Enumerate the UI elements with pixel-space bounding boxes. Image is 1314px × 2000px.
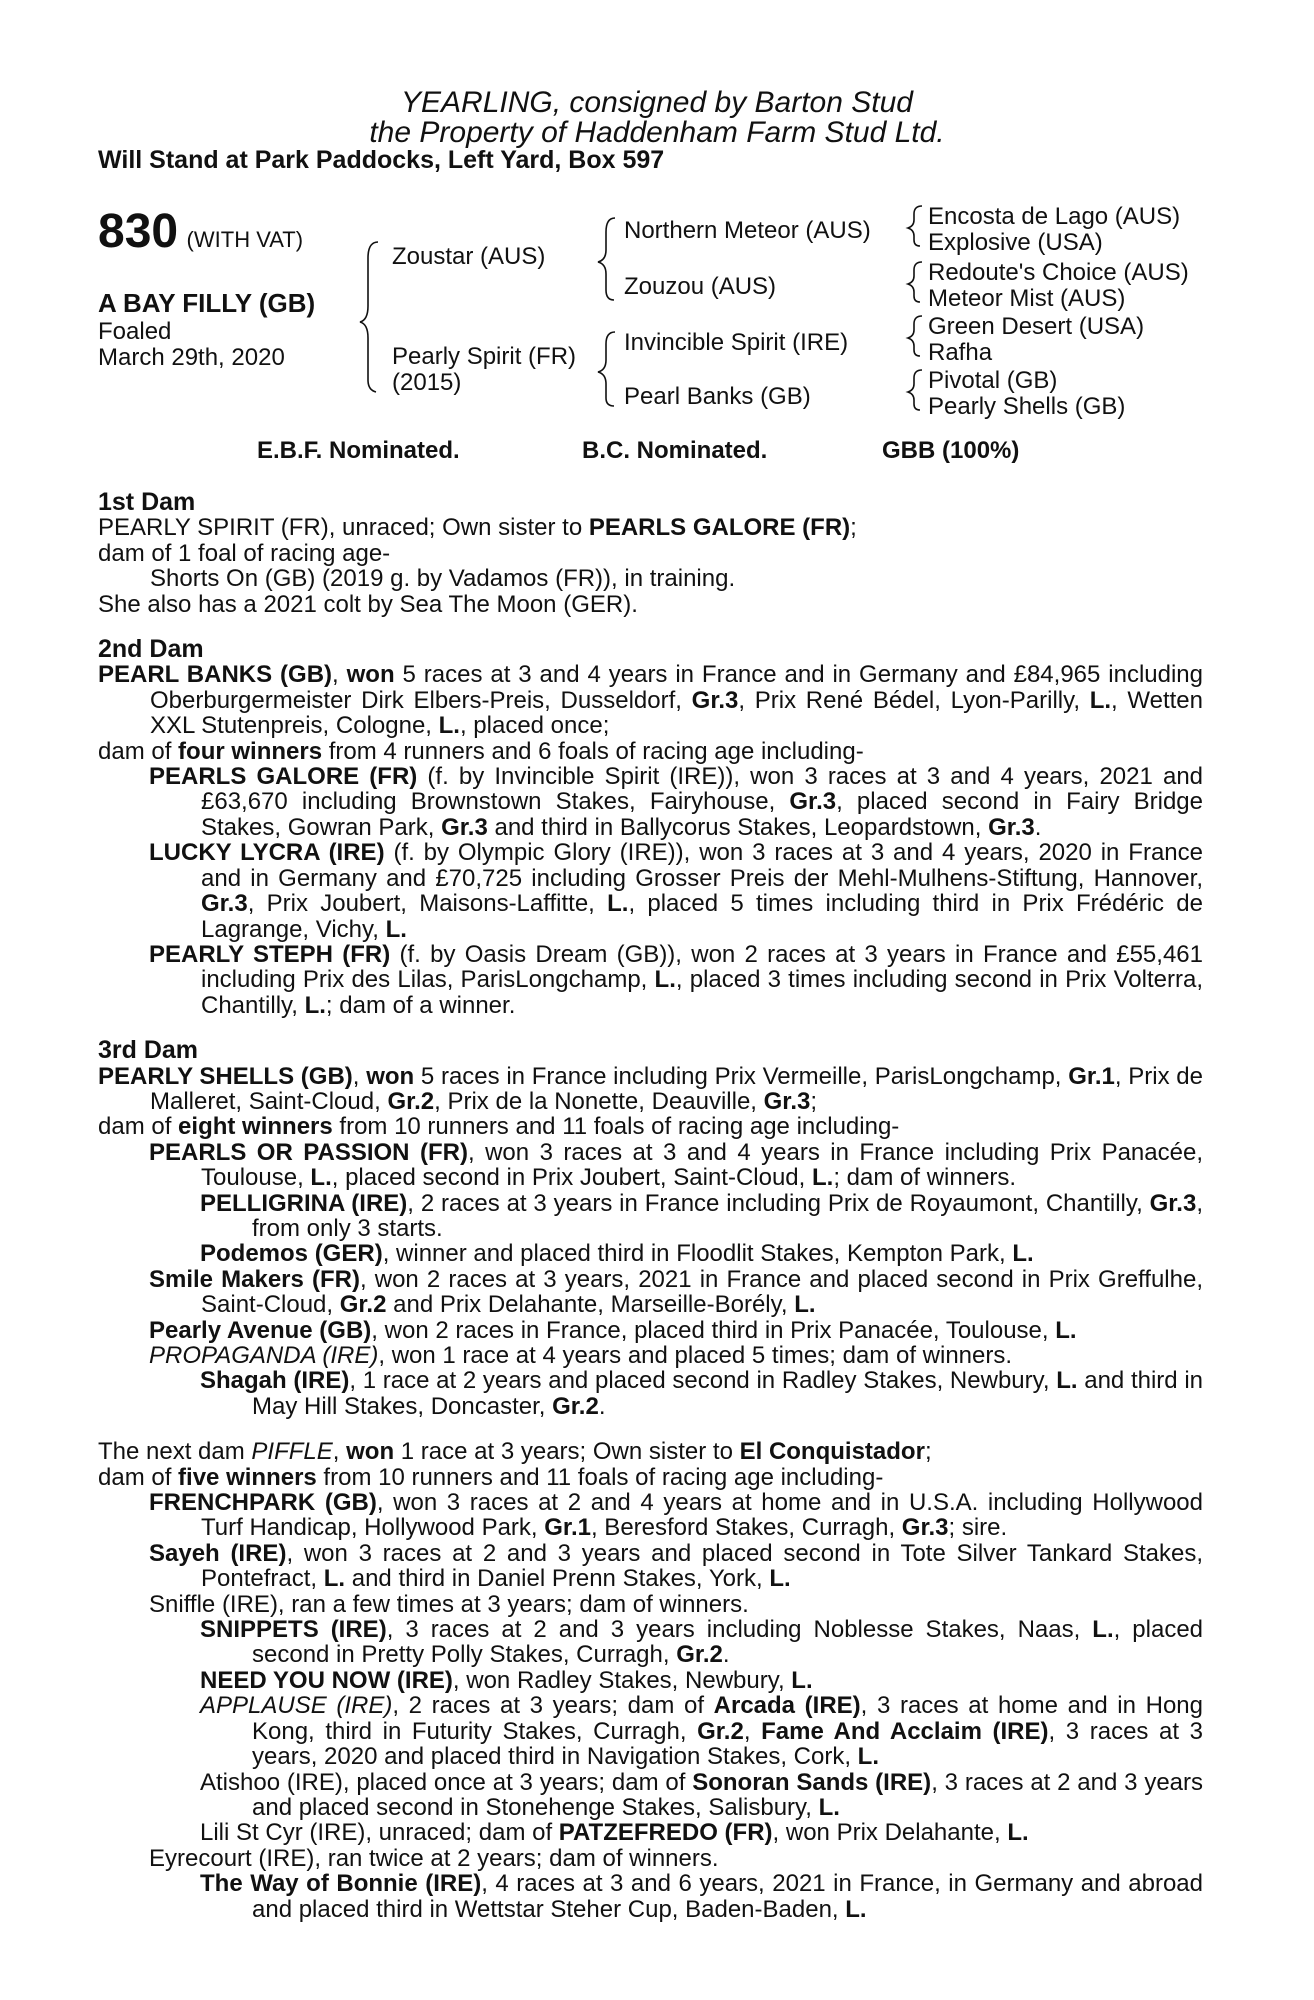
first-dam-heading: 1st Dam <box>98 488 196 516</box>
second-dam-runner-2: LUCKY LYCRA (IRE) (f. by Olympic Glory (IRE)), won 3 races at 3 and 4 years, 2020 in France and in Germany and £70,725 including Grosser Preis der Mehl-Mulhens-Stiftung, Hannover, Gr.3, Prix Joubert, Maisons-Laffitte, L., placed 5 times including third in Prix Frédéric de Lagrange, Vichy, L. <box>149 839 1203 943</box>
third-dam-runner-1b: Podemos (GER), winner and placed third in Floodlit Stakes, Kempton Park, L. <box>200 1240 1034 1268</box>
next-dam-runner-2: Sayeh (IRE), won 3 races at 2 and 3 years and placed second in Tote Silver Tankard Stakes, Pontefract, L. and third in Daniel Prenn Stakes, York, L. <box>149 1539 1204 1593</box>
pedigree-g3-8: Pearly Shells (GB) <box>928 393 1126 420</box>
foaled-date: March 29th, 2020 <box>98 344 285 371</box>
first-dam-note: She also has a 2021 colt by Sea The Moon (GER). <box>98 590 638 618</box>
pedigree-g3-3: Redoute's Choice (AUS) <box>928 259 1189 286</box>
first-dam-line: PEARLY SPIRIT (FR), unraced; Own sister to PEARLS GALORE (FR); <box>98 514 857 542</box>
next-dam-produce: dam of five winners from 10 runners and 11 foals of racing age including- <box>98 1463 884 1491</box>
header-line-2: the Property of Haddenham Farm Stud Ltd. <box>369 116 945 149</box>
bc-nomination: B.C. Nominated. <box>582 437 768 464</box>
pedigree-sire-sire: Northern Meteor (AUS) <box>624 217 871 244</box>
second-dam-main: PEARL BANKS (GB), won 5 races at 3 and 4 years in France and in Germany and £84,965 including Oberburgermeister Dirk Elbers-Preis, Dusseldorf, Gr.3, Prix René Bédel, Lyon-Parilly, L., Wetten XXL Stutenpreis, Cologne, L., placed once; <box>98 661 1204 740</box>
first-dam-foal: Shorts On (GB) (2019 g. by Vadamos (FR)), in training. <box>150 565 736 593</box>
pedigree-dam: Pearly Spirit (FR) <box>392 343 577 370</box>
second-dam-heading: 2nd Dam <box>98 635 204 664</box>
second-dam-runner-1: PEARLS GALORE (FR) (f. by Invincible Spirit (IRE)), won 3 races at 3 and 4 years, 2021 and £63,670 including Brownstown Stakes, Fairyhouse, Gr.3, placed second in Fairy Bridge Stakes, Gowran Park, Gr.3 and third in Ballycorus Stakes, Leopardstown, Gr.3. <box>149 763 1204 841</box>
third-dam-runner-3: Pearly Avenue (GB), won 2 races in France, placed third in Prix Panacée, Toulouse, L. <box>149 1316 1077 1344</box>
pedigree-sire: Zoustar (AUS) <box>392 243 546 270</box>
pedigree-g3-4: Meteor Mist (AUS) <box>928 285 1126 312</box>
third-dam-runner-4: PROPAGANDA (IRE), won 1 race at 4 years and placed 5 times; dam of winners. <box>149 1342 1013 1369</box>
third-dam-main: PEARLY SHELLS (GB), won 5 races in France including Prix Vermeille, ParisLongchamp, Gr.1, Prix de Malleret, Saint-Cloud, Gr.2, Prix de la Nonette, Deauville, Gr.3; <box>98 1062 1204 1115</box>
pedigree-dam-dam: Pearl Banks (GB) <box>624 383 811 410</box>
first-dam-produce-line: dam of 1 foal of racing age- <box>98 539 391 567</box>
third-dam-heading: 3rd Dam <box>98 1036 199 1065</box>
catalogue-body <box>98 490 1203 1922</box>
second-dam-runner-3: PEARLY STEPH (FR) (f. by Oasis Dream (GB)), won 2 races at 3 years in France and £55,461 including Prix des Lilas, ParisLongchamp, L., placed 3 times including second in Prix Volterra, Chantilly, L.; dam of a winner. <box>149 940 1203 1019</box>
next-dam-runner-3d: Atishoo (IRE), placed once at 3 years; dam of Sonoran Sands (IRE), 3 races at 2 and 3 years and placed second in Stonehenge Stakes, Salisbury, L. <box>200 1768 1204 1821</box>
next-dam-runner-1: FRENCHPARK (GB), won 3 races at 2 and 4 years at home and in U.S.A. including Hollywood Turf Handicap, Hollywood Park, Gr.1, Beresford Stakes, Curragh, Gr.3; sire. <box>149 1489 1203 1542</box>
third-dam-runner-1a: PELLIGRINA (IRE), 2 races at 3 years in France including Prix de Royaumont, Chantilly, Gr.3, from only 3 starts. <box>200 1189 1203 1242</box>
next-dam-runner-4a: The Way of Bonnie (IRE), 4 races at 3 and 6 years, 2021 in France, in Germany and abroad and placed third in Wettstar Steher Cup, Baden-Baden, L. <box>200 1870 1203 1923</box>
third-dam-runner-4a: Shagah (IRE), 1 race at 2 years and placed second in Radley Stakes, Newbury, L. and third in May Hill Stakes, Doncaster, Gr.2. <box>200 1367 1204 1420</box>
third-dam-runner-2: Smile Makers (FR), won 2 races at 3 years, 2021 in France and placed second in Prix Greffulhe, Saint-Cloud, Gr.2 and Prix Delahante, Marseille-Borély, L. <box>149 1265 1203 1319</box>
pedigree-dam-sire: Invincible Spirit (IRE) <box>624 329 849 356</box>
pedigree-g3-5: Green Desert (USA) <box>928 313 1145 340</box>
pedigree-g3-2: Explosive (USA) <box>928 229 1103 256</box>
next-dam-runner-4: Eyrecourt (IRE), ran twice at 2 years; dam of winners. <box>149 1844 719 1872</box>
pedigree-g3-6: Rafha <box>928 339 993 366</box>
pedigree-g3-1: Encosta de Lago (AUS) <box>928 203 1181 230</box>
next-dam-runner-3e: Lili St Cyr (IRE), unraced; dam of PATZEFREDO (FR), won Prix Delahante, L. <box>200 1819 1029 1847</box>
third-dam-produce: dam of eight winners from 10 runners and 11 foals of racing age including- <box>98 1113 900 1141</box>
header-line-1: YEARLING, consigned by Barton Stud <box>401 86 913 119</box>
next-dam-runner-3: Sniffle (IRE), ran a few times at 3 years; dam of winners. <box>149 1590 749 1618</box>
second-dam-produce: dam of four winners from 4 runners and 6 foals of racing age including- <box>98 737 864 765</box>
next-dam-runner-3c: APPLAUSE (IRE), 2 races at 3 years; dam of Arcada (IRE), 3 races at home and in Hong Kong, third in Futurity Stakes, Curragh, Gr.2, Fame And Acclaim (IRE), 3 races at 3 years, 2020 and placed third in Navigation Stakes, Cork, L. <box>200 1692 1204 1771</box>
third-dam-runner-1: PEARLS OR PASSION (FR), won 3 races at 3 and 4 years in France including Prix Panacée, Toulouse, L., placed second in Prix Joubert, Saint-Cloud, L.; dam of winners. <box>149 1138 1203 1192</box>
lot-number: 830 <box>98 205 179 258</box>
foaled-label: Foaled <box>98 318 172 345</box>
next-dam-intro: The next dam PIFFLE, won 1 race at 3 years; Own sister to El Conquistador; <box>98 1438 932 1466</box>
vat-note: (WITH VAT) <box>186 227 304 252</box>
next-dam-runner-3a: SNIPPETS (IRE), 3 races at 2 and 3 years including Noblesse Stakes, Naas, L., placed second in Pretty Polly Stakes, Curragh, Gr.2. <box>200 1616 1204 1669</box>
pedigree-g3-7: Pivotal (GB) <box>928 367 1058 394</box>
pedigree-dam-year: (2015) <box>392 369 462 396</box>
gbb-nomination: GBB (100%) <box>882 437 1020 464</box>
stand-location: Will Stand at Park Paddocks, Left Yard, Box 597 <box>98 146 665 174</box>
ebf-nomination: E.B.F. Nominated. <box>257 437 460 464</box>
horse-name: A BAY FILLY (GB) <box>98 288 316 318</box>
pedigree-sire-dam: Zouzou (AUS) <box>624 273 777 300</box>
next-dam-runner-3b: NEED YOU NOW (IRE), won Radley Stakes, Newbury, L. <box>200 1666 813 1694</box>
